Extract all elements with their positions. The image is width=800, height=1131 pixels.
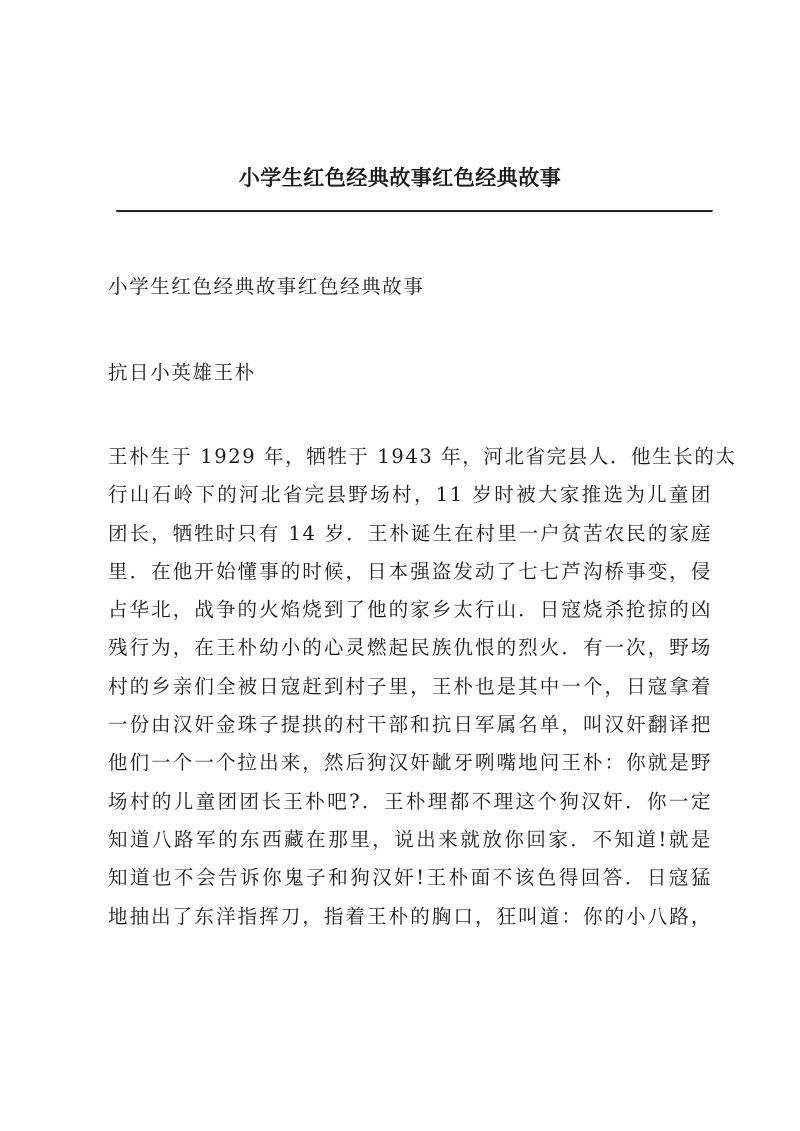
paragraph-line: 村的乡亲们全被日寇赶到村子里，王朴也是其中一个，日寇拿着 (108, 674, 712, 698)
paragraph-line: 团长，牺牲时只有 14 岁．王朴诞生在村里一户贫苦农民的家庭 (108, 521, 712, 545)
paragraph-line: 行山石岭下的河北省完县野场村，11 岁时被大家推选为儿童团 (108, 483, 712, 507)
paragraph-line: 王朴生于 1929 年，牺牲于 1943 年，河北省完县人．他生长的太 (108, 445, 737, 468)
paragraph-line: 地抽出了东洋指挥刀，指着王朴的胸口，狂叫道：你的小八路， (108, 904, 712, 928)
paragraph-line: 一份由汉奸金珠子提拱的村干部和抗日军属名单，叫汉奸翻译把 (108, 713, 712, 737)
paragraph-line: 占华北，战争的火焰烧到了他的家乡太行山．日寇烧杀抢掠的凶 (108, 598, 712, 622)
paragraph-line: 残行为，在王朴幼小的心灵燃起民族仇恨的烈火．有一次，野场 (108, 636, 712, 660)
paragraph-line: 他们一个一个拉出来，然后狗汉奸龇牙咧嘴地问王朴：你就是野 (108, 751, 712, 775)
paragraph-line: 知道八路军的东西藏在那里，说出来就放你回家．不知道!就是 (108, 827, 712, 851)
paragraph-line: 里．在他开始懂事的时候，日本强盗发动了七七芦沟桥事变，侵 (108, 559, 712, 583)
title-underline (116, 210, 713, 213)
document-subtitle: 小学生红色经典故事红色经典故事 (108, 275, 425, 298)
document-title: 小学生红色经典故事红色经典故事 (238, 166, 562, 190)
section-heading: 抗日小英雄王朴 (108, 361, 256, 384)
paragraph-line: 场村的儿童团团长王朴吧?．王朴理都不理这个狗汉奸．你一定 (108, 789, 712, 813)
paragraph-line: 知道也不会告诉你鬼子和狗汉奸!王朴面不该色得回答．日寇猛 (108, 866, 712, 890)
story-paragraph (108, 438, 737, 936)
